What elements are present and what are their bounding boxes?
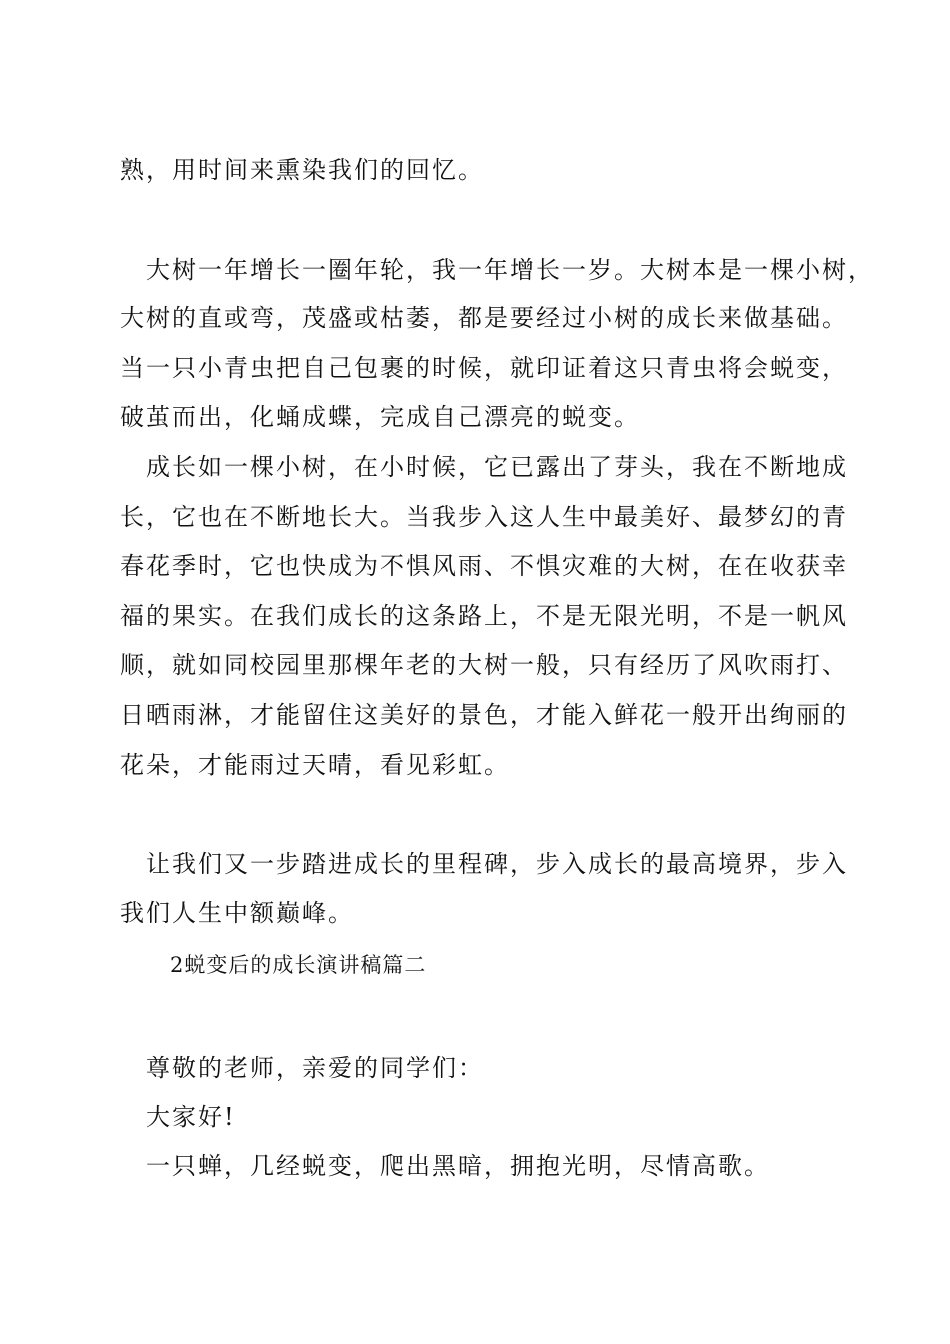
greeting: 大家好! [146, 1103, 236, 1131]
salutation: 尊敬的老师，亲爱的同学们： [146, 1054, 484, 1082]
paragraph-line: 大树一年增长一圈年轮，我一年增长一岁。大树本是一棵小树， [146, 256, 874, 284]
paragraph-line: 让我们又一步踏进成长的里程碑，步入成长的最高境界，步入 [146, 850, 848, 878]
paragraph-line: 我们人生中额巅峰。 [120, 899, 354, 927]
paragraph-line: 福的果实。在我们成长的这条路上，不是无限光明，不是一帆风 [120, 602, 848, 630]
paragraph-line: 花朵，才能雨过天晴，看见彩虹。 [120, 751, 510, 779]
paragraph-line: 大树的直或弯，茂盛或枯萎，都是要经过小树的成长来做基础。 [120, 304, 848, 332]
paragraph-line: 熟，用时间来熏染我们的回忆。 [120, 156, 484, 184]
paragraph-line: 顺，就如同校园里那棵年老的大树一般，只有经历了风吹雨打、 [120, 651, 848, 679]
paragraph-line: 一只蝉，几经蜕变，爬出黑暗，拥抱光明，尽情高歌。 [146, 1152, 770, 1180]
section-heading: 2蜕变后的成长演讲稿篇二 [170, 953, 427, 977]
paragraph-line: 成长如一棵小树，在小时候，它已露出了芽头，我在不断地成 [146, 453, 848, 481]
paragraph-line: 日晒雨淋，才能留住这美好的景色，才能入鲜花一般开出绚丽的 [120, 701, 848, 729]
paragraph-line: 破茧而出，化蛹成蝶，完成自己漂亮的蜕变。 [120, 403, 640, 431]
paragraph-line: 当一只小青虫把自己包裹的时候，就印证着这只青虫将会蜕变， [120, 354, 848, 382]
paragraph-line: 春花季时，它也快成为不惧风雨、不惧灾难的大树，在在收获幸 [120, 552, 848, 580]
paragraph-line: 长，它也在不断地长大。当我步入这人生中最美好、最梦幻的青 [120, 503, 848, 531]
